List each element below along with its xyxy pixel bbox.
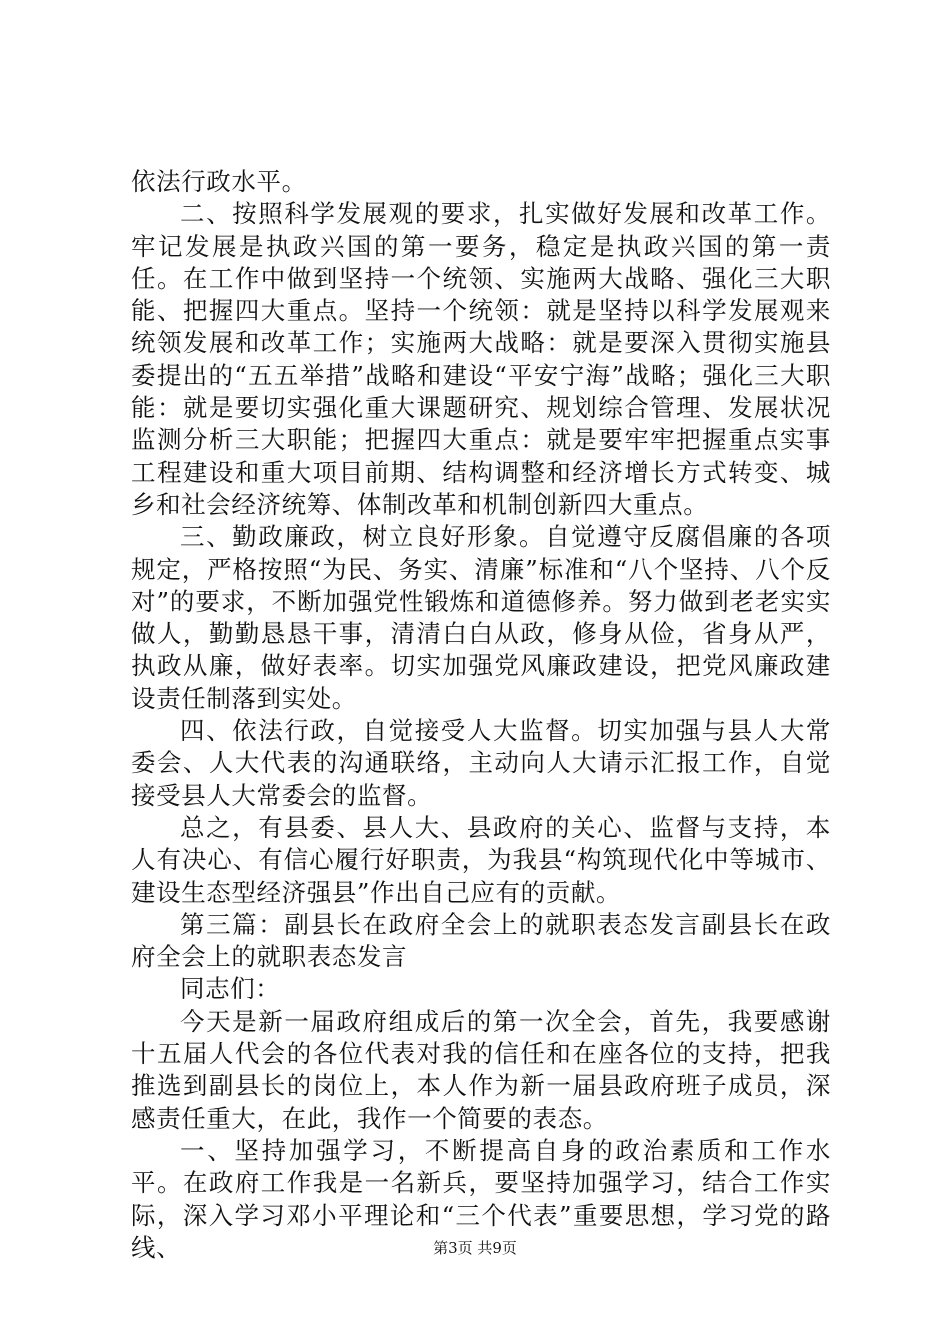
paragraph: 四、依法行政，自觉接受人大监督。切实加强与县人大常委会、人大代表的沟通联络，主动向人大请示汇报工作，自觉接受县人大常委会的监督。 bbox=[131, 716, 831, 810]
paragraph: 二、按照科学发展观的要求，扎实做好发展和改革工作。牢记发展是执政兴国的第一要务，稳定是执政兴国的第一责任。在工作中做到坚持一个统领、实施两大战略、强化三大职能、把握四大重点。坚持一个统领：就是坚持以科学发展观来统领发展和改革工作；实施两大战略：就是要深入贯彻实施县委提出的“五五举措”战略和建设“平安宁海”战略；强化三大职能：就是要切实强化重大课题研究、规划综合管理、发展状况监测分析三大职能；把握四大重点：就是要牢牢把握重点实事工程建设和重大项目前期、结构调整和经济增长方式转变、城乡和社会经济统筹、体制改革和机制创新四大重点。 bbox=[131, 199, 831, 519]
document-body bbox=[131, 166, 831, 1264]
salutation: 同志们： bbox=[180, 974, 281, 1004]
page-number-footer: 第3页 共9页 bbox=[433, 1239, 517, 1257]
paragraph: 依法行政水平。 bbox=[131, 167, 307, 196]
paragraph: 三、勤政廉政，树立良好形象。自觉遵守反腐倡廉的各项规定，严格按照“为民、务实、清廉”标准和“八个坚持、八个反对”的要求，不断加强党性锻炼和道德修养。努力做到老老实实做人，勤勤恳恳干事，清清白白从政，修身从俭，省身从严，执政从廉，做好表率。切实加强党风廉政建设，把党风廉政建设责任制落到实处。 bbox=[131, 522, 831, 713]
section-heading: 第三篇：副县长在政府全会上的就职表态发言副县长在政府全会上的就职表态发言 bbox=[131, 909, 831, 972]
paragraph: 总之，有县委、县人大、县政府的关心、监督与支持，本人有决心、有信心履行好职责，为我县“构筑现代化中等城市、建设生态型经济强县”作出自己应有的贡献。 bbox=[131, 812, 831, 907]
paragraph: 一、坚持加强学习，不断提高自身的政治素质和工作水平。在政府工作我是一名新兵，要坚持加强学习，结合工作实际，深入学习邓小平理论和“三个代表”重要思想，学习党的路线、 bbox=[131, 1135, 831, 1262]
paragraph: 今天是新一届政府组成后的第一次全会，首先，我要感谢十五届人代会的各位代表对我的信任和在座各位的支持，把我推选到副县长的岗位上，本人作为新一届县政府班子成员，深感责任重大，在此，我作一个简要的表态。 bbox=[131, 1006, 831, 1133]
